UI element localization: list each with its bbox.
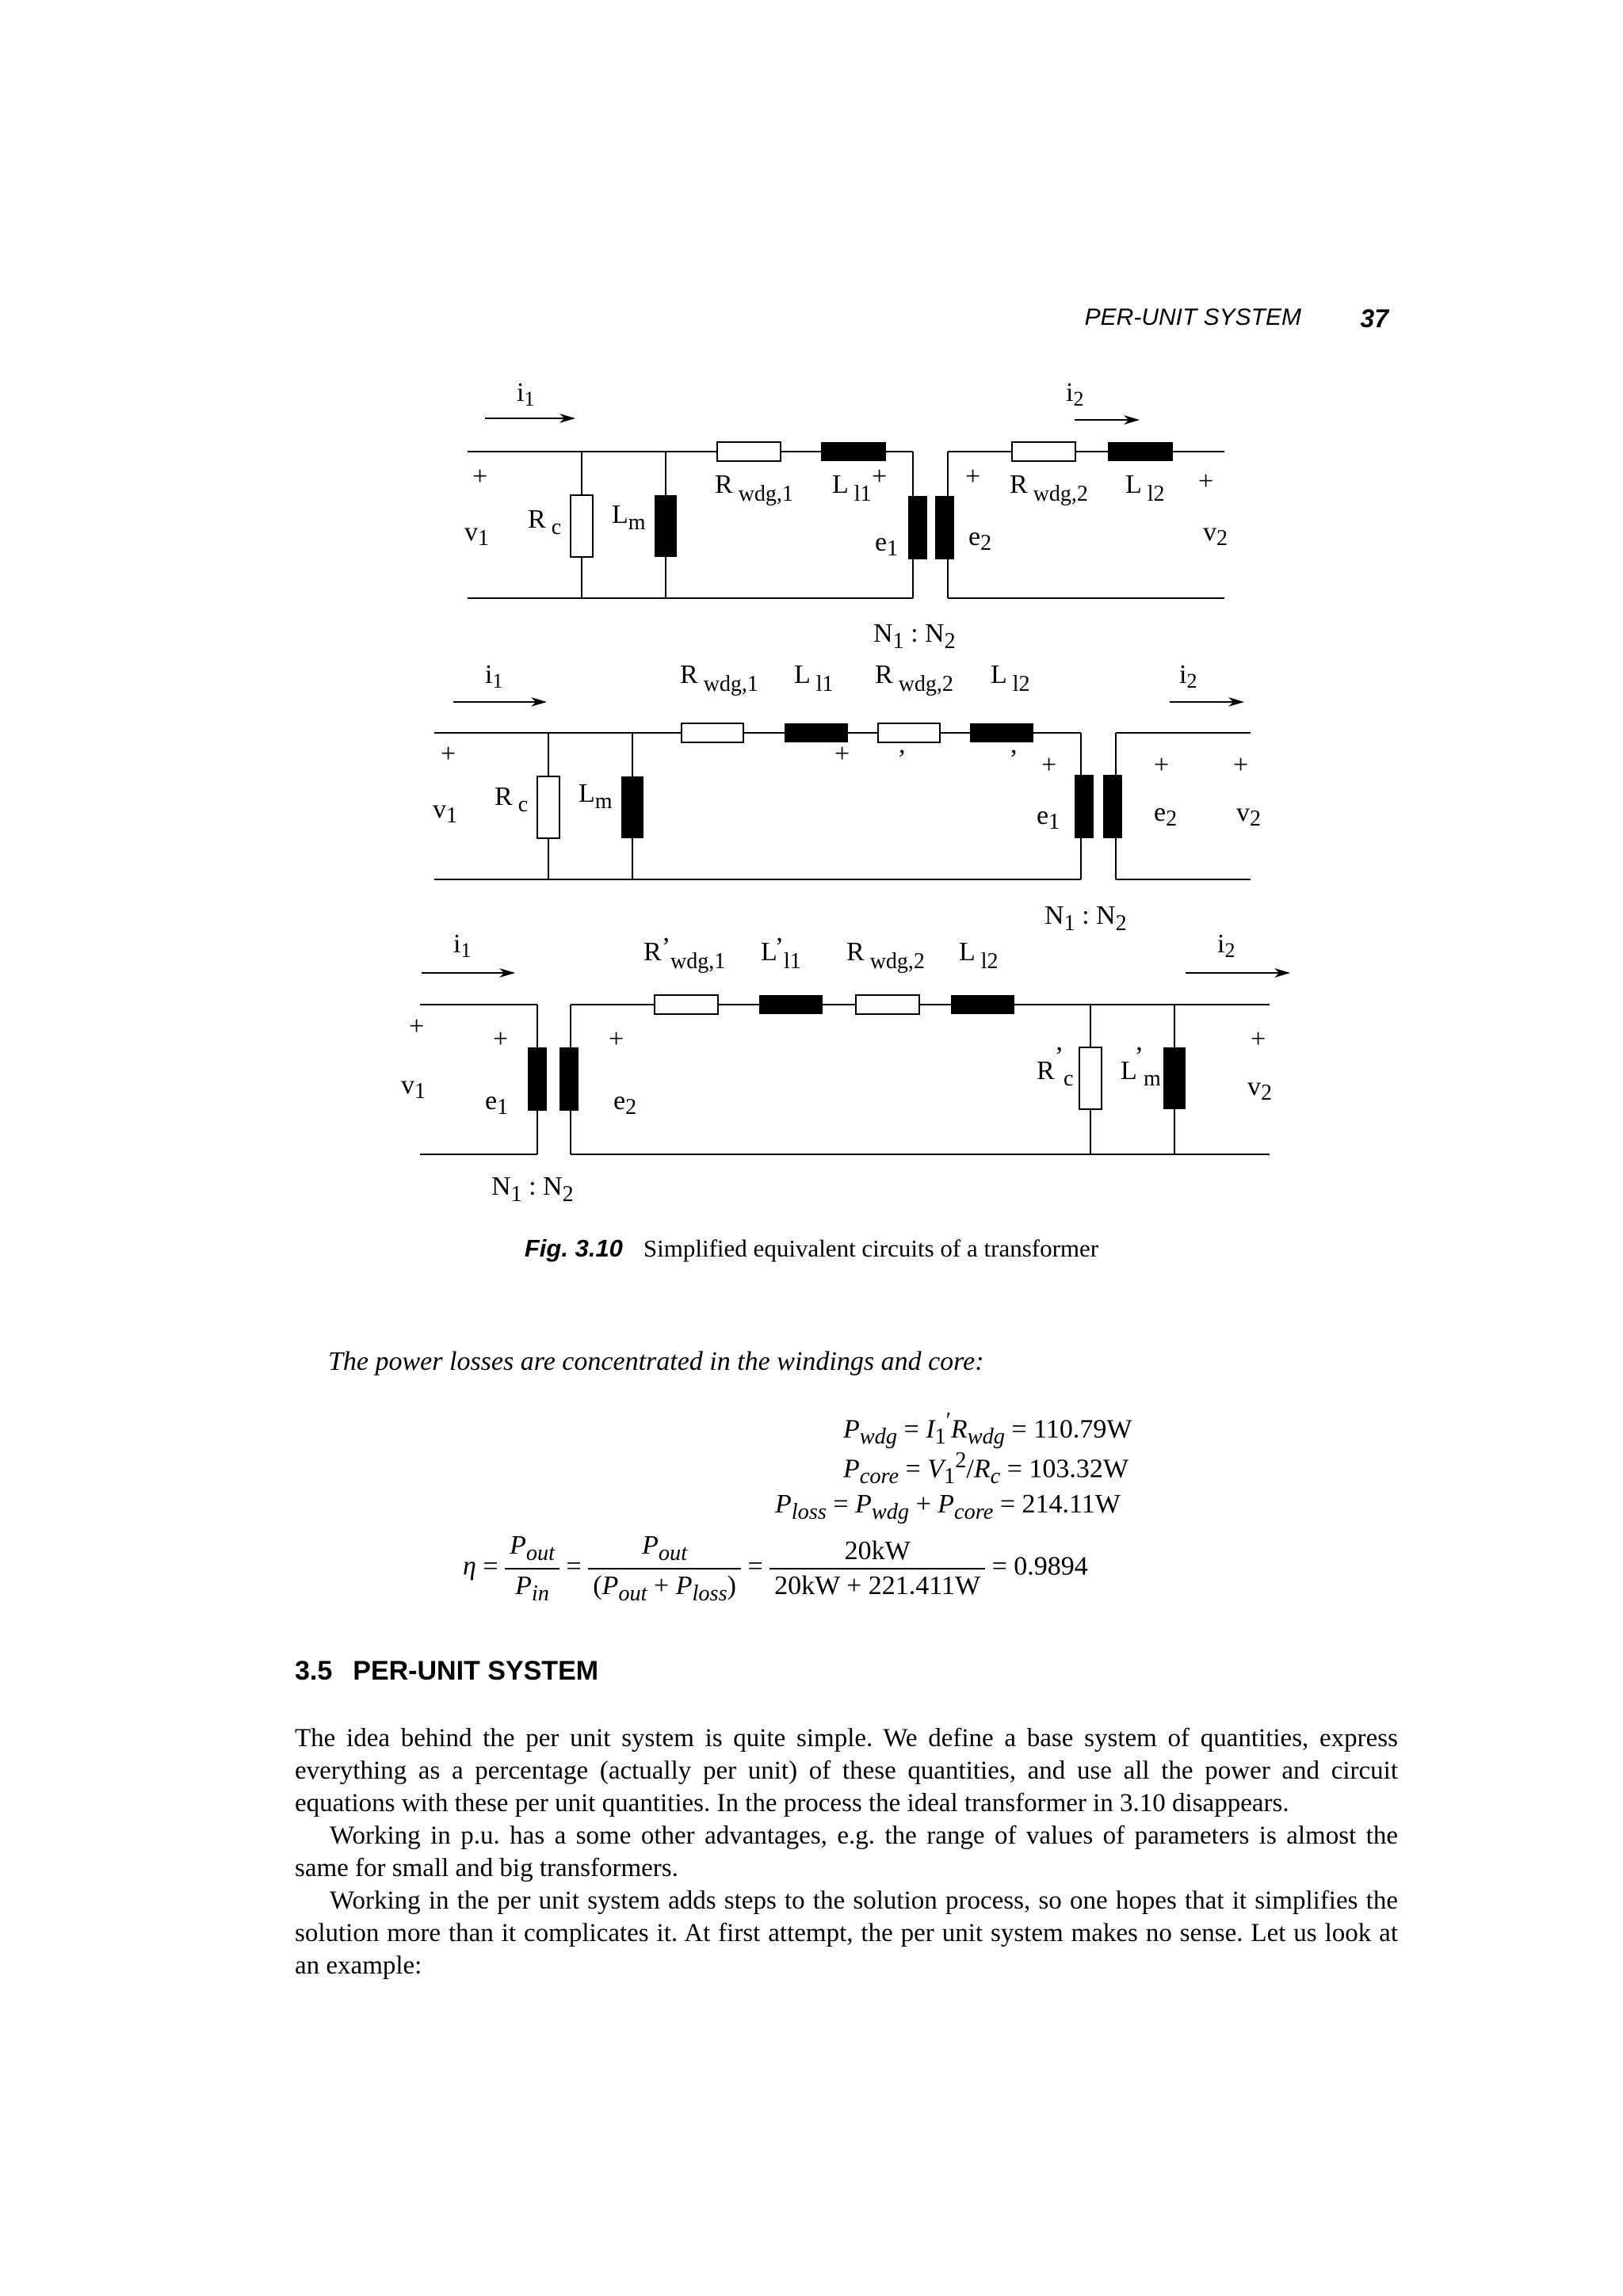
p-wdg-value: = 110.79W <box>1011 1414 1132 1444</box>
turns-ratio-3: $N_1$ : $N_2$ <box>491 1172 574 1207</box>
inductor-l11 <box>821 442 886 461</box>
svg-text:,: , <box>899 730 906 759</box>
figure-number: Fig. 3.10 <box>524 1234 623 1262</box>
figure-caption-text: Simplified equivalent circuits of a transformer <box>643 1234 1099 1262</box>
svg-text:L’l1: $L’_{l1}$ <box>761 933 801 974</box>
svg-text:R c: R $_c$ <box>495 782 529 817</box>
svg-text:i2: i2 <box>1066 378 1084 410</box>
resistor-rc-referred <box>1079 1047 1102 1109</box>
paragraph-3: Working in the per unit system adds steps to the solution process, so one hopes that it simplifies the solution more than it complicates it. At first attempt, the per unit system makes no sense. Let us look at an example: <box>295 1886 1398 1980</box>
eta-result: = 0.9894 <box>991 1551 1088 1581</box>
resistor-rwdg2 <box>1012 442 1075 461</box>
svg-text:L l2: L $_{l2}$ <box>959 937 999 974</box>
svg-text:+: + <box>834 739 850 769</box>
svg-text:v2: v2 <box>1247 1072 1272 1105</box>
inductor-lm <box>621 776 643 838</box>
section-number: 3.5 <box>295 1656 333 1686</box>
intro-text: The power losses are concentrated in the windings and core: <box>328 1347 984 1376</box>
svg-text:+: + <box>1233 750 1249 780</box>
turns-ratio-1: $N_1$ : $N_2$ <box>873 619 956 654</box>
svg-text:+: + <box>441 739 456 769</box>
paragraph-1: The idea behind the per unit system is quite simple. We define a base system of quantities, express everything as a percentage (actually per unit) of these quantities, and use all the power and circuit equations with these per unit quantities. In the process the ideal transformer in 3.10 disappears. <box>295 1724 1398 1817</box>
resistor-rc <box>537 776 559 838</box>
svg-text:,: , <box>1010 730 1018 759</box>
svg-text:e1: e1 <box>875 528 899 561</box>
svg-text:+: + <box>1041 750 1057 780</box>
svg-text:i2: i2 <box>1217 929 1235 962</box>
inductor-l11-referred <box>759 995 823 1014</box>
equation-p-loss: $P_{loss} = P_{wdg} + P_{core} = 214.11W$ <box>775 1489 1121 1524</box>
svg-text:v1: v1 <box>433 795 457 828</box>
svg-text:+: + <box>1251 1024 1266 1054</box>
running-head-title: PER-UNIT SYSTEM <box>1084 304 1301 330</box>
svg-text:R c: R $_c$ <box>528 505 562 540</box>
svg-text:e2: e2 <box>968 522 992 555</box>
circuit-2-components <box>537 723 1122 838</box>
svg-text:v1: v1 <box>464 517 489 551</box>
svg-text:+: + <box>872 462 888 491</box>
svg-text:R’wdg,1: $R’_{wdg,1}$ <box>643 933 726 974</box>
resistor-rwdg2 <box>856 995 919 1014</box>
svg-text:L l1: L $_{l1}$ <box>794 660 834 696</box>
inductor-lm <box>655 495 677 557</box>
resistor-rwdg1-referred <box>655 995 718 1014</box>
paragraph-2: Working in p.u. has a some other advantages, e.g. the range of values of parameters is almost the same for small and big transformers. <box>295 1821 1398 1882</box>
section-heading <box>295 1656 598 1687</box>
svg-text:+: + <box>1198 467 1214 496</box>
svg-text:R wdg,2: R $_{wdg,2}$ <box>846 937 925 974</box>
circuit-3 <box>420 973 1289 1154</box>
svg-text:v2: v2 <box>1236 798 1261 831</box>
inductor-l12-referred <box>970 723 1033 742</box>
p-core-value: = 103.32W <box>1006 1454 1128 1484</box>
svg-text:R wdg,1: R $_{wdg,1}$ <box>680 660 758 696</box>
resistor-rwdg2-referred <box>878 723 940 742</box>
inductor-l12 <box>951 995 1014 1014</box>
svg-text:R wdg,2: R $_{wdg,2}$ <box>1010 470 1088 506</box>
svg-text:R’c: $R’_c$ <box>1037 1042 1074 1091</box>
svg-text:+: + <box>472 462 488 491</box>
equation-p-wdg: $P_{wdg} = I_1'R_{wdg} = 110.79W$ <box>843 1409 1132 1450</box>
svg-text:i1: i1 <box>453 929 472 962</box>
eta-numerator: 20kW <box>769 1536 985 1569</box>
svg-text:L l2: L $_{l2}$ <box>1125 470 1165 506</box>
svg-text:L l2: L $_{l2}$ <box>991 660 1030 696</box>
inductor-l12 <box>1108 442 1173 461</box>
transformer-primary-coil <box>1075 775 1094 838</box>
equation-p-core: $P_{core} = V_1^2/R_c = 103.32W$ <box>843 1448 1128 1489</box>
svg-text:v2: v2 <box>1203 517 1228 551</box>
turns-ratio-2: $N_1$ : $N_2$ <box>1044 901 1127 936</box>
p-loss-value: = 214.11W <box>999 1489 1121 1519</box>
svg-text:i1: i1 <box>517 378 535 410</box>
transformer-primary-coil <box>528 1047 547 1111</box>
page-number: 37 <box>1360 304 1388 333</box>
section-title: PER-UNIT SYSTEM <box>353 1656 599 1686</box>
resistor-rwdg1 <box>682 723 743 742</box>
resistor-rc <box>571 495 593 557</box>
svg-text:e2: e2 <box>613 1086 637 1119</box>
svg-text:+: + <box>965 462 981 491</box>
inductor-lm-referred <box>1163 1047 1186 1109</box>
figure-caption <box>0 1234 1623 1263</box>
svg-text:+: + <box>1154 750 1170 780</box>
svg-text:+: + <box>493 1024 509 1054</box>
svg-text:Lm: $L_m$ <box>612 500 646 535</box>
svg-text:e1: e1 <box>485 1086 509 1119</box>
svg-text:e1: e1 <box>1037 801 1060 834</box>
transformer-secondary-coil <box>935 496 954 559</box>
resistor-rwdg1 <box>717 442 781 461</box>
svg-text:R wdg,2: R $_{wdg,2}$ <box>875 660 953 696</box>
svg-text:e2: e2 <box>1154 798 1178 831</box>
svg-text:L l1: L $_{l1}$ <box>832 470 872 506</box>
svg-text:i1: i1 <box>485 660 503 692</box>
transformer-secondary-coil <box>1103 775 1122 838</box>
svg-text:L’m: $L’_m$ <box>1121 1042 1161 1091</box>
transformer-secondary-coil <box>559 1047 579 1111</box>
svg-text:+: + <box>609 1024 624 1054</box>
svg-text:Lm: $L_m$ <box>579 779 613 814</box>
svg-text:R wdg,1: R $_{wdg,1}$ <box>715 470 793 506</box>
transformer-primary-coil <box>908 496 927 559</box>
eta-denominator: 20kW + 221.411W <box>774 1570 981 1600</box>
svg-text:v1: v1 <box>401 1070 426 1104</box>
svg-text:+: + <box>409 1012 425 1041</box>
svg-text:i2: i2 <box>1179 660 1197 692</box>
equation-efficiency: η = $\frac{P_{out}}{P_{in}}$ = $\frac{P_{out}}{(P_{out} + P_{loss})}$ = $\frac{20kW}{20kW + 221.411W}$ = 0.9894 <box>463 1531 1088 1606</box>
circuit-3-components <box>528 995 1186 1111</box>
